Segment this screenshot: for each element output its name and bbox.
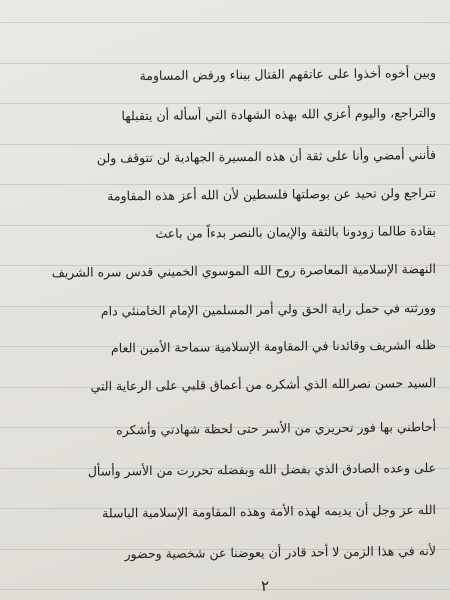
letter-line-6: النهضة الإسلامية المعاصرة روح الله الموسوي الخميني قدس سره الشريف (51, 261, 437, 281)
page-number: ٢ (260, 577, 270, 595)
letter-line-12: الله عز وجل أن يديمه لهذه الأمة وهذه المقاومة الإسلامية الباسلة (102, 502, 437, 521)
letter-line-13: لأنه في هذا الزمن لا أحد قادر أن يعوضنا عن شخصية وحضور (124, 543, 437, 562)
letter-line-7: وورثته في حمل راية الحق ولي أمر المسلمين الإمام الخامنئي دام (100, 300, 437, 319)
letter-line-10: أحاطني بها فور تحريري من الأسر حتى لحظة شهادتي وأشكره (116, 419, 437, 438)
letter-line-2: والتراجع، واليوم أعزي الله بهذه الشهادة التي أسأله أن يتقبلها (121, 105, 437, 124)
ruled-line (0, 22, 450, 23)
letter-line-11: على وعده الصادق الذي بفضل الله وبفضله تحررت من الأسر وأسأل (87, 460, 437, 479)
letter-line-9: السيد حسن نصرالله الذي أشكره من أعماق قلبي على الرعاية التي (90, 375, 437, 394)
letter-line-1: وبين أخوه أخذوا على عاتقهم القتال ببناء ورفض المساومة (139, 65, 437, 84)
letter-line-8: ظله الشريف وقائدنا في المقاومة الإسلامية سماحة الأمين العام (110, 337, 437, 356)
letter-line-3: فأنني أمضي وأنا على ثقة أن هذه المسيرة الجهادية لن تتوقف ولن (96, 147, 437, 166)
letter-line-5: بقادة طالما زودونا بالثقة والإيمان بالنصر بدءاً من باعث (155, 223, 437, 241)
letter-line-4: تتراجع ولن تحيد عن بوصلتها فلسطين لأن الله أعز هذه المقاومة (107, 185, 437, 204)
ruled-line (0, 589, 450, 590)
